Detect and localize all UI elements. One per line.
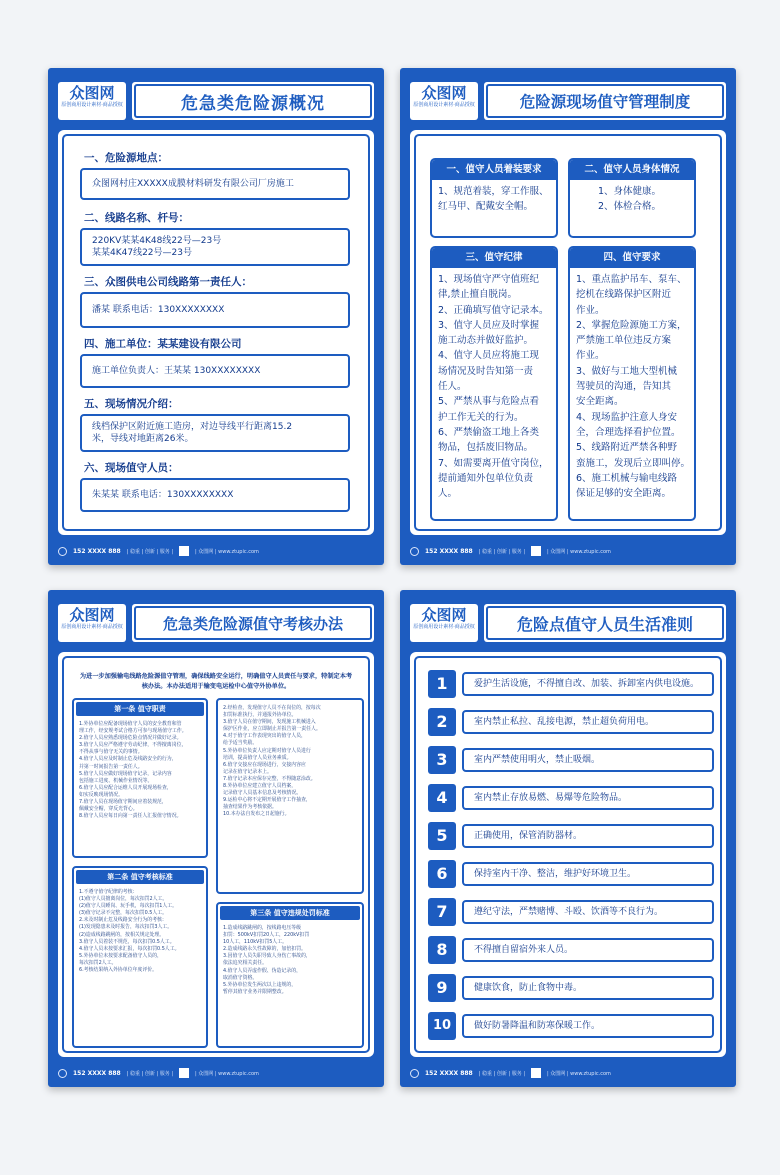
- poster-footer: [410, 543, 726, 559]
- card-dress-code: [430, 158, 558, 238]
- card-line: 护工作无关的行为。: [438, 411, 524, 423]
- poster-header: [58, 604, 374, 642]
- content-frame: [62, 656, 370, 1053]
- content-panel: [58, 652, 374, 1057]
- poster-footer: [410, 1065, 726, 1081]
- brand-logo: [58, 82, 126, 120]
- rule-number: 9: [428, 974, 456, 1002]
- card-duty-requirements: [568, 246, 696, 521]
- brand-logo: [58, 604, 126, 642]
- brand-circle-icon: [58, 1069, 67, 1078]
- poster-header: [58, 82, 374, 120]
- rule-text: 室内禁止存放易燃、易爆等危险物品。: [462, 786, 714, 810]
- article-line: 不得从事与值守无关的事情。: [79, 749, 143, 756]
- content-panel: [410, 652, 726, 1057]
- article-line: 2.造成线路永久性故障的，加倍扣罚。: [223, 946, 306, 953]
- article-line: 1.造成线路跳闸的，按线路电压等级: [223, 925, 302, 931]
- rule-number: 1: [428, 670, 456, 698]
- card-title: 二、值守人员身体情况: [570, 160, 694, 180]
- section-line: 众图网村庄XXXXX成膜材料研发有限公司厂房施工: [92, 179, 294, 189]
- rule-number: 2: [428, 708, 456, 736]
- section-box: [80, 354, 350, 388]
- article-line: 1.不遵守值守纪律的考核：: [79, 889, 138, 895]
- card-line: 3、值守人员应及时掌握: [438, 319, 540, 331]
- article-line: 5.值守人员应做好现场值守记录，记录内容: [79, 770, 172, 777]
- card-line: 1、现场值守严守值班纪: [438, 274, 540, 285]
- card-body: [570, 180, 694, 219]
- card-line: 驾驶员的沟通，告知其: [576, 381, 672, 393]
- card-line: 红马甲、配戴安全帽。: [438, 201, 534, 213]
- article-line: 保护区作业，应立即制止并报告第一责任人。: [223, 726, 321, 733]
- article-line: 3.值守人员着装不规范，每次扣罚0.5人工。: [79, 938, 175, 945]
- card-line: 严禁施工单位违反方案: [576, 335, 672, 347]
- section-label: 五、现场情况介绍：: [84, 398, 179, 410]
- article-line: 6.考核结果纳入外协单位年度评价。: [79, 967, 158, 974]
- article-line: 2.值守人员应熟悉现场危险点情况并做好记录。: [79, 735, 182, 742]
- article-line: 4.值守人员应及时制止危及线路安全的行为，: [79, 756, 177, 763]
- rule-item: [428, 860, 714, 888]
- section-label: 六、现场值守人员：: [84, 462, 179, 474]
- poster-living-rules: [400, 590, 736, 1087]
- article-title: 第二条 值守考核标准: [76, 870, 204, 884]
- card-line: 人。: [438, 488, 458, 500]
- rule-number: 4: [428, 784, 456, 812]
- card-line: 6、严禁偷盗工地上各类: [438, 426, 540, 438]
- brand-logo: [410, 82, 478, 120]
- card-line: 3、做好与工地大型机械: [576, 365, 678, 377]
- footer-misc: | 稳重 | 创新 | 服务 |: [126, 1070, 174, 1077]
- article-line: 抽查结果作为考核依据。: [223, 804, 277, 811]
- section-box: [80, 478, 350, 512]
- article-text: [218, 700, 362, 822]
- article-line: 9.运检中心将不定期开展值守工作抽查，: [223, 797, 311, 804]
- logo-tagline: 原创商用设计素材·商品授权: [61, 624, 123, 630]
- rule-number: 7: [428, 898, 456, 926]
- rule-text: 保持室内干净、整洁，维护好环境卫生。: [462, 862, 714, 886]
- rule-text: 不得擅自留宿外来人员。: [462, 938, 714, 962]
- section-line: 线档保护区附近施工造房，对边导线平行距离15.2: [92, 422, 293, 432]
- rule-number: 10: [428, 1012, 456, 1040]
- article-line: 取消值守资格。: [223, 974, 258, 981]
- article-line: 2.经检查，发现值守人员不在岗位的，按每次: [223, 705, 321, 711]
- section-line: 潘某 联系电话：130XXXXXXXX: [92, 305, 225, 315]
- article-line: 暂停其值守业务并限期整改。: [223, 988, 287, 995]
- brand-circle-icon: [410, 1069, 419, 1078]
- section-box: [80, 228, 350, 266]
- rule-number: 5: [428, 822, 456, 850]
- title-box: [132, 82, 374, 120]
- rule-item: [428, 974, 714, 1002]
- article-line: (1)发现隐患未及时报告，每次扣罚3人工。: [79, 924, 173, 931]
- article-line: 佩戴安全帽，穿反光背心。: [79, 806, 138, 813]
- card-line: 5、严禁从事与危险点看: [438, 396, 540, 408]
- article-line: 并第一时间报告第一责任人。: [79, 763, 143, 770]
- footer-phone: 152 XXXX 888: [425, 1069, 473, 1077]
- brand-circle-icon: [58, 547, 67, 556]
- poster-title: 危险点值守人员生活准则: [486, 606, 724, 640]
- section-box: [80, 292, 350, 328]
- rule-text: 正确使用，保管消防器材。: [462, 824, 714, 848]
- rule-number: 3: [428, 746, 456, 774]
- article-line: 3.值守人员在值守期间，发现施工机械进入: [223, 719, 316, 726]
- section-line: 米，导线对地距离26米。: [92, 434, 194, 444]
- content-panel: [410, 130, 726, 535]
- card-line: 作业。: [576, 350, 605, 362]
- article-title: 第三条 值守违规处罚标准: [220, 906, 360, 920]
- section-box: [80, 414, 350, 452]
- article-line: 依法追究相关责任。: [223, 960, 268, 967]
- card-line: 挖机在线路保护区附近: [576, 289, 672, 301]
- rule-item: [428, 936, 714, 964]
- section-label: 四、施工单位：某某建设有限公司: [84, 338, 242, 350]
- rule-text: 室内严禁使用明火，禁止吸烟。: [462, 748, 714, 772]
- footer-phone: 152 XXXX 888: [73, 1069, 121, 1077]
- card-line: 蛮施工，发现后立即叫停。: [576, 457, 691, 469]
- brand-circle-icon: [410, 547, 419, 556]
- section-line: 某某4K47线22号—23号: [92, 248, 192, 258]
- logo-tagline: 原创商用设计素材·商品授权: [413, 102, 475, 108]
- article-line: 扣罚标准执行，并通报外协单位。: [223, 712, 297, 719]
- article-line: (2)造成线路跳闸的，按相关规定处理。: [79, 931, 165, 938]
- qr-code-icon: [179, 546, 189, 556]
- article-line: 6.值守人员应配合运维人员开展现场检查，: [79, 784, 172, 791]
- rule-text: 遵纪守法，严禁赌博、斗殴、饮酒等不良行为。: [462, 900, 714, 924]
- card-line: 任人。: [438, 381, 467, 393]
- card-line: 施工动态并做好监护。: [438, 335, 534, 347]
- logo-text: 众图网: [69, 606, 115, 624]
- card-body: [570, 268, 694, 505]
- article-line: 8.外协单位应建立值守人员档案，: [223, 783, 297, 790]
- card-line: 2、正确填写值守记录本。: [438, 304, 549, 316]
- article-line: 3.值守人员应严格遵守劳动纪律，不得擅离岗位，: [79, 742, 187, 749]
- card-title: 四、值守要求: [570, 248, 694, 268]
- article-text: [74, 886, 206, 977]
- article-line: 如实反映现场情况。: [79, 791, 124, 798]
- article-line: 包括施工进度、机械作业情况等。: [79, 777, 153, 784]
- footer-site: | 众图网 | www.ztupic.com: [195, 548, 259, 555]
- footer-site: | 众图网 | www.ztupic.com: [547, 548, 611, 555]
- poster-header: [410, 604, 726, 642]
- section-box: [80, 168, 350, 200]
- article-line: 4.值守人员未按要求汇报，每次扣罚0.5人工。: [79, 945, 180, 952]
- section-label: 三、众图供电公司线路第一责任人：: [84, 276, 252, 288]
- section-line: 220KV某某4K48线22号—23号: [92, 236, 222, 246]
- rule-item: [428, 822, 714, 850]
- poster-assessment-method: [48, 590, 384, 1087]
- card-line: 7、如需要离开值守岗位，: [438, 457, 549, 469]
- article-continued: [216, 698, 364, 894]
- card-line: 物品，包括废旧物品。: [438, 442, 534, 454]
- poster-title: 危急类危险源概况: [134, 84, 372, 118]
- card-line: 2、掌握危险源施工方案，: [576, 319, 687, 331]
- poster-header: [410, 82, 726, 120]
- card-line: 保证足够的安全距离。: [576, 488, 672, 500]
- article-line: 7.值守人员在现场值守期间应着装规范，: [79, 799, 167, 806]
- article-line: 10.本办法自发布之日起施行。: [223, 811, 290, 818]
- card-line: 4、现场监护注意人身安: [576, 411, 678, 423]
- footer-site: | 众图网 | www.ztupic.com: [547, 1070, 611, 1077]
- content-frame: [62, 134, 370, 531]
- footer-misc: | 稳重 | 创新 | 服务 |: [126, 548, 174, 555]
- poster-footer: [58, 543, 374, 559]
- title-box: [484, 82, 726, 120]
- footer-phone: 152 XXXX 888: [73, 547, 121, 555]
- title-box: [484, 604, 726, 642]
- brand-logo: [410, 604, 478, 642]
- rule-text: 爱护生活设施，不得擅自改、加装、拆卸室内供电设施。: [462, 672, 714, 696]
- article-line: 5.外协单位未按要求配备值守人员的，: [79, 952, 162, 959]
- rule-item: [428, 784, 714, 812]
- rule-item: [428, 746, 714, 774]
- article-line: 记录值守人员基本信息及考核情况。: [223, 790, 302, 797]
- article-line: 每次扣罚2人工。: [79, 959, 117, 966]
- card-title: 一、值守人员着装要求: [432, 160, 556, 180]
- qr-code-icon: [531, 546, 541, 556]
- card-line: 1、规范着装，穿工作服、: [438, 186, 549, 197]
- article-line: 6.值守交接应在现场进行，交接内容应: [223, 761, 306, 768]
- card-line: 安全距离。: [576, 396, 624, 408]
- article-line: 给予适当奖励。: [223, 740, 258, 747]
- footer-site: | 众图网 | www.ztupic.com: [195, 1070, 259, 1077]
- card-line: 1、身体健康。: [598, 186, 662, 197]
- logo-text: 众图网: [69, 84, 115, 102]
- article-line: (1)值守人员擅离岗位，每次扣罚2人工。: [79, 896, 168, 903]
- logo-tagline: 原创商用设计素材·商品授权: [61, 102, 123, 108]
- card-body: [432, 268, 556, 505]
- article-line: 记录在值守记录本上。: [223, 768, 272, 775]
- section-line: 朱某某 联系电话：130XXXXXXXX: [92, 490, 234, 500]
- card-discipline: [430, 246, 558, 521]
- poster-onsite-duty-rules: [400, 68, 736, 565]
- section-line: 施工单位负责人：王某某 130XXXXXXXX: [92, 366, 261, 376]
- content-panel: [58, 130, 374, 535]
- rule-item: [428, 898, 714, 926]
- card-line: 6、施工机械与输电线路: [576, 472, 678, 484]
- content-frame: [414, 134, 722, 531]
- card-line: 5、线路附近严禁各种野: [576, 442, 678, 454]
- article-line: 2.未及时制止危及线路安全行为的考核：: [79, 917, 167, 924]
- card-body: [432, 180, 556, 219]
- article-text: [218, 922, 362, 999]
- rule-number: 6: [428, 860, 456, 888]
- footer-phone: 152 XXXX 888: [425, 547, 473, 555]
- article-line: 4.值守人员弄虚作假、伪造记录的，: [223, 967, 302, 974]
- card-line: 律,禁止擅自脱岗。: [438, 289, 518, 301]
- card-title: 三、值守纪律: [432, 248, 556, 268]
- article-line: (2)值守人员睡岗、玩手机，每次扣罚1人工。: [79, 903, 178, 910]
- card-line: 1、重点监护吊车、泵车、: [576, 274, 687, 285]
- logo-tagline: 原创商用设计素材·商品授权: [413, 624, 475, 630]
- article-line: 1.外协单位应配备现场值守人员的安全教育和管: [79, 721, 182, 727]
- card-line: 提前通知外包单位负责: [438, 472, 534, 484]
- article-line: 3.因值守人员失职导致人身伤亡事故的，: [223, 953, 311, 960]
- card-line: 作业。: [576, 304, 605, 316]
- section-label: 二、线路名称、杆号：: [84, 212, 189, 224]
- content-frame: [414, 656, 722, 1053]
- rule-text: 健康饮食，防止食物中毒。: [462, 976, 714, 1000]
- poster-title: 危急类危险源值守考核办法: [134, 606, 372, 640]
- article-line: 培训，提高值守人员业务素质。: [223, 754, 292, 761]
- poster-hazard-overview: [48, 68, 384, 565]
- article-line: (3)值守记录不完整，每次扣罚0.5人工。: [79, 910, 168, 917]
- article-line: 4.对于值守工作表现突出的值守人员，: [223, 733, 306, 740]
- qr-code-icon: [531, 1068, 541, 1078]
- article-assessment-standard: [72, 866, 208, 1048]
- rule-text: 室内禁止私拉、乱接电源，禁止超负荷用电。: [462, 710, 714, 734]
- article-line: 理工作，经安规考试合格方可参与现场值守工作。: [79, 728, 187, 735]
- card-line: 2、体检合格。: [598, 201, 662, 213]
- rule-text: 做好防暑降温和防寒保暖工作。: [462, 1014, 714, 1038]
- article-duties: [72, 698, 208, 858]
- logo-text: 众图网: [421, 84, 467, 102]
- footer-misc: | 稳重 | 创新 | 服务 |: [478, 1070, 526, 1077]
- poster-footer: [58, 1065, 374, 1081]
- footer-misc: | 稳重 | 创新 | 服务 |: [478, 548, 526, 555]
- article-line: 扣罚：500kV扣罚20人工，220kV扣罚: [223, 932, 310, 939]
- logo-text: 众图网: [421, 606, 467, 624]
- title-box: [132, 604, 374, 642]
- card-health: [568, 158, 696, 238]
- intro-paragraph: 为进一步加强输电线路危险源值守管理，确保线路安全运行，明确值守人员责任与要求，特制定本考核办法。本办法适用于输变电运检中心值守外协单位。: [79, 673, 353, 690]
- article-line: 7.值守记录本应保存完整，不得随意涂改。: [223, 775, 316, 782]
- poster-title: 危险源现场值守管理制度: [486, 84, 724, 118]
- section-label: 一、危险源地点：: [84, 152, 168, 164]
- article-line: 8.值守人员应每日向第一责任人汇报值守情况。: [79, 813, 182, 820]
- article-line: 5.外协单位发生两次以上违规的，: [223, 981, 297, 988]
- article-penalties: [216, 902, 364, 1048]
- card-line: 场情况及时告知第一责: [438, 365, 534, 377]
- rule-item: [428, 670, 714, 698]
- rule-number: 8: [428, 936, 456, 964]
- article-line: 5.外协单位负责人应定期对值守人员进行: [223, 747, 311, 754]
- article-text: [74, 718, 206, 823]
- article-title: 第一条 值守职责: [76, 702, 204, 716]
- qr-code-icon: [179, 1068, 189, 1078]
- rule-item: [428, 1012, 714, 1040]
- article-line: 10人工，110kV扣罚5人工。: [223, 939, 287, 946]
- rule-item: [428, 708, 714, 736]
- card-line: 全，合理选择看护位置。: [576, 426, 681, 438]
- card-line: 4、值守人员应将施工现: [438, 350, 540, 362]
